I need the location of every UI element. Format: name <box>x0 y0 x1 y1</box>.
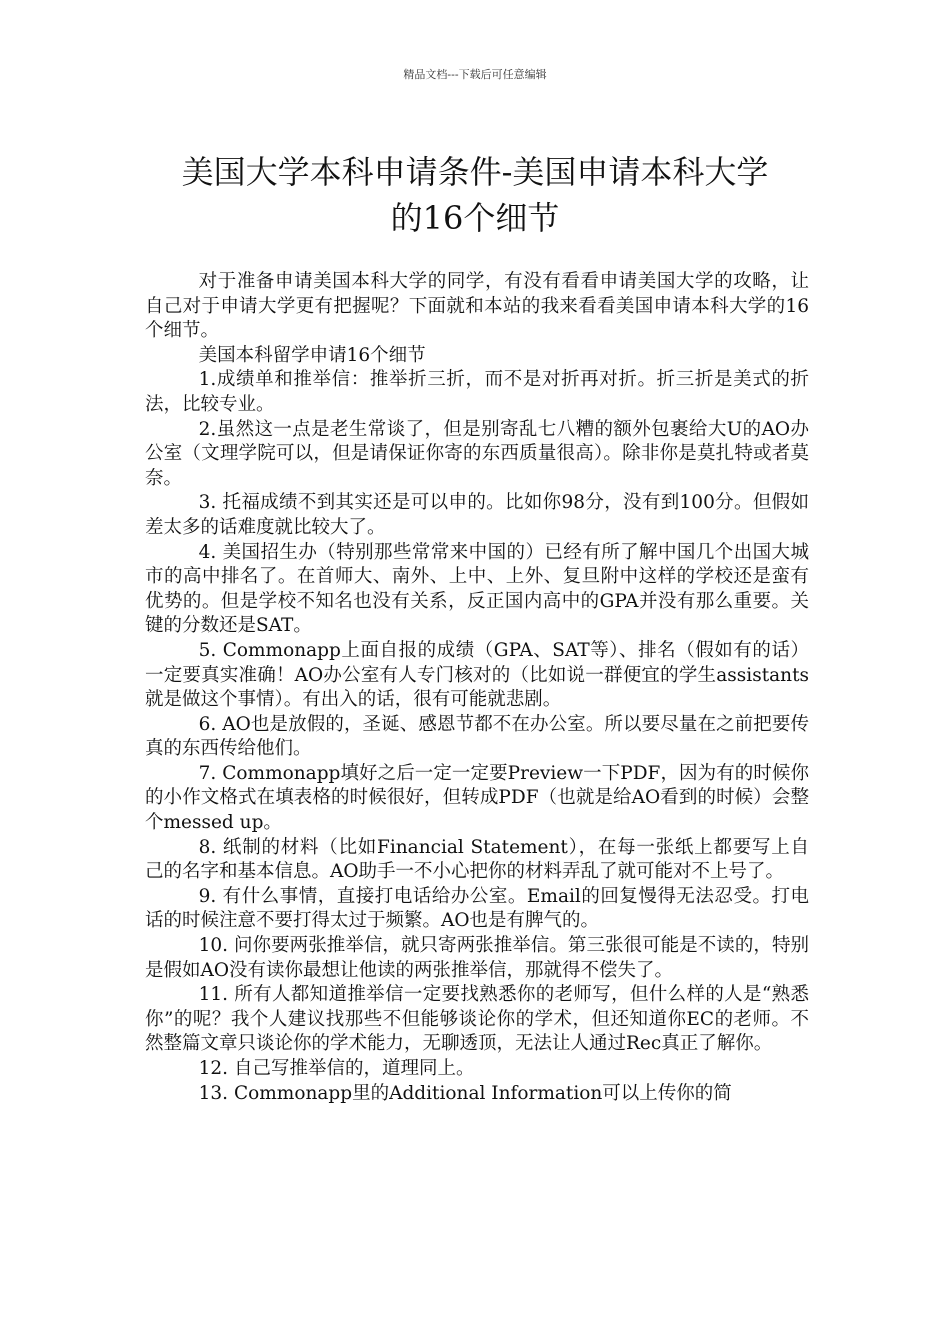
document-body <box>145 270 809 1106</box>
paragraph-item-11: 11. 所有人都知道推举信一定要找熟悉你的老师写，但什么样的人是“熟悉你”的呢？我个人建议找那些不但能够谈论你的学术，但还知道你EC的老师。不然整篇文章只谈论你的学术能力，无聊透顶，无法让人通过Rec真正了解你。 <box>145 984 809 1055</box>
paragraph-item-9: 9. 有什么事情，直接打电话给办公室。Email的回复慢得无法忍受。打电话的时候注意不要打得太过于频繁。AO也是有脾气的。 <box>145 885 809 932</box>
paragraph-item-7: 7. Commonapp填好之后一定一定要Preview一下PDF，因为有的时候你的小作文格式在填表格的时候很好，但转成PDF（也就是给AO看到的时候）会整个messed up。 <box>145 762 809 834</box>
paragraph-intro: 对于准备申请美国本科大学的同学，有没有看看申请美国大学的攻略，让自己对于申请大学更有把握呢？下面就和本站的我来看看美国申请本科大学的16个细节。 <box>145 271 809 342</box>
header-note: 精品文档---下载后可任意编辑 <box>403 68 547 81</box>
paragraph-item-10: 10. 问你要两张推举信，就只寄两张推举信。第三张很可能是不读的，特别是假如AO没有读你最想让他读的两张推举信，那就得不偿失了。 <box>145 935 809 981</box>
title-line-2: 的16个细节 <box>390 199 560 238</box>
paragraph-item-8: 8. 纸制的材料（比如Financial Statement），在每一张纸上都要写上自己的名字和基本信息。AO助手一不小心把你的材料弄乱了就可能对不上号了。 <box>145 836 809 883</box>
paragraph-item-5: 5. Commonapp上面自报的成绩（GPA、SAT等）、排名（假如有的话）一定要真实准确！AO办公室有人专门核对的（比如说一群便宜的学生assistants就是做这个事情）。有出入的话，很有可能就悲剧。 <box>145 639 809 711</box>
paragraph-item-3: 3. 托福成绩不到其实还是可以申的。比如你98分，没有到100分。但假如差太多的话难度就比较大了。 <box>145 492 809 538</box>
page-title <box>120 149 830 241</box>
paragraph-item-13: 13. Commonapp里的Additional Information可以上传你的简 <box>198 1082 732 1104</box>
paragraph-item-6: 6. AO也是放假的，圣诞、感恩节都不在办公室。所以要尽量在之前把要传真的东西传给他们。 <box>145 713 809 760</box>
title-line-1: 美国大学本科申请条件-美国申请本科大学 <box>181 153 769 192</box>
paragraph-item-12: 12. 自己写推举信的，道理同上。 <box>198 1058 475 1079</box>
paragraph-item-2: 2.虽然这一点是老生常谈了，但是别寄乱七八糟的额外包裹给大U的AO办公室（文理学院可以，但是请保证你寄的东西质量很高）。除非你是莫扎特或者莫奈。 <box>145 418 809 489</box>
paragraph-item-4: 4. 美国招生办（特别那些常常来中国的）已经有所了解中国几个出国大城市的高中排名了。在首师大、南外、上中、上外、复旦附中这样的学校还是蛮有优势的。但是学校不知名也没有关系，反正国内高中的GPA并没有那么重要。关键的分数还是SAT。 <box>145 541 809 637</box>
paragraph-item-1: 1.成绩单和推举信：推举折三折，而不是对折再对折。折三折是美式的折法，比较专业。 <box>145 369 809 415</box>
paragraph-heading: 美国本科留学申请16个细节 <box>198 344 426 366</box>
